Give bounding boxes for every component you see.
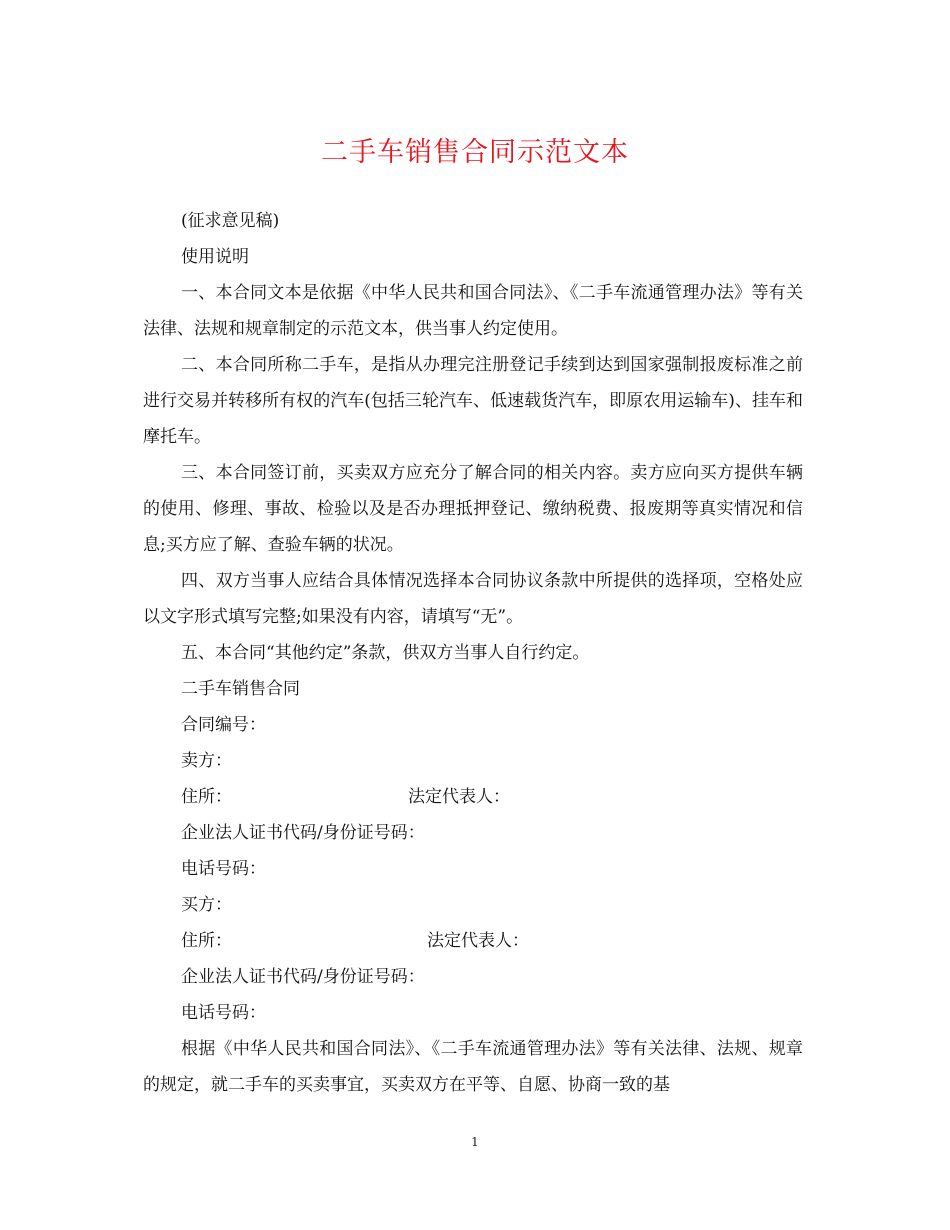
page-number: 1 (471, 1135, 479, 1149)
usage-item-5: 五、本合同“其他约定”条款，供双方当事人自行约定。 (181, 643, 590, 663)
seller-phone-label: 电话号码： (181, 859, 266, 879)
buyer-id-label: 企业法人证书代码/身份证号码： (181, 967, 425, 987)
contract-title: 二手车销售合同 (181, 679, 300, 699)
usage-item-1: 一、本合同文本是依据《中华人民共和国合同法》、《二手车流通管理办法》等有关法律、法规和规章制定的示范文本，供当事人约定使用。 (143, 283, 803, 339)
usage-item-3: 三、本合同签订前，买卖双方应充分了解合同的相关内容。卖方应向买方提供车辆的使用、修理、事故、检验以及是否办理抵押登记、缴纳税费、报废期等真实情况和信息;买方应了解、查验车辆的状况。 (143, 463, 803, 555)
usage-heading: 使用说明 (181, 247, 249, 267)
seller-id-label: 企业法人证书代码/身份证号码： (181, 823, 425, 843)
usage-item-4: 四、双方当事人应结合具体情况选择本合同协议条款中所提供的选择项，空格处应以文字形式填写完整;如果没有内容，请填写“无”。 (143, 571, 803, 627)
document-title: 二手车销售合同示范文本 (321, 137, 629, 168)
document-body (143, 203, 803, 1103)
buyer-address-label: 住所： (181, 931, 232, 951)
contract-number-label: 合同编号： (181, 715, 266, 735)
buyer-phone-label: 电话号码： (181, 1003, 266, 1023)
seller-address-row (143, 779, 803, 815)
buyer-representative-label: 法定代表人： (427, 931, 529, 951)
seller-address-label: 住所： (181, 787, 232, 807)
seller-label: 卖方： (181, 751, 232, 771)
usage-item-2: 二、本合同所称二手车，是指从办理完注册登记手续到达到国家强制报废标准之前进行交易并转移所有权的汽车(包括三轮汽车、低速载货汽车，即原农用运输车)、挂车和摩托车。 (143, 355, 803, 447)
seller-representative-label: 法定代表人： (408, 787, 510, 807)
draft-note: (征求意见稿) (181, 211, 280, 231)
buyer-address-row (143, 923, 803, 959)
contract-preamble: 根据《中华人民共和国合同法》、《二手车流通管理办法》等有关法律、法规、规章的规定，就二手车的买卖事宜，买卖双方在平等、自愿、协商一致的基 (143, 1039, 803, 1095)
buyer-label: 买方： (181, 895, 232, 915)
